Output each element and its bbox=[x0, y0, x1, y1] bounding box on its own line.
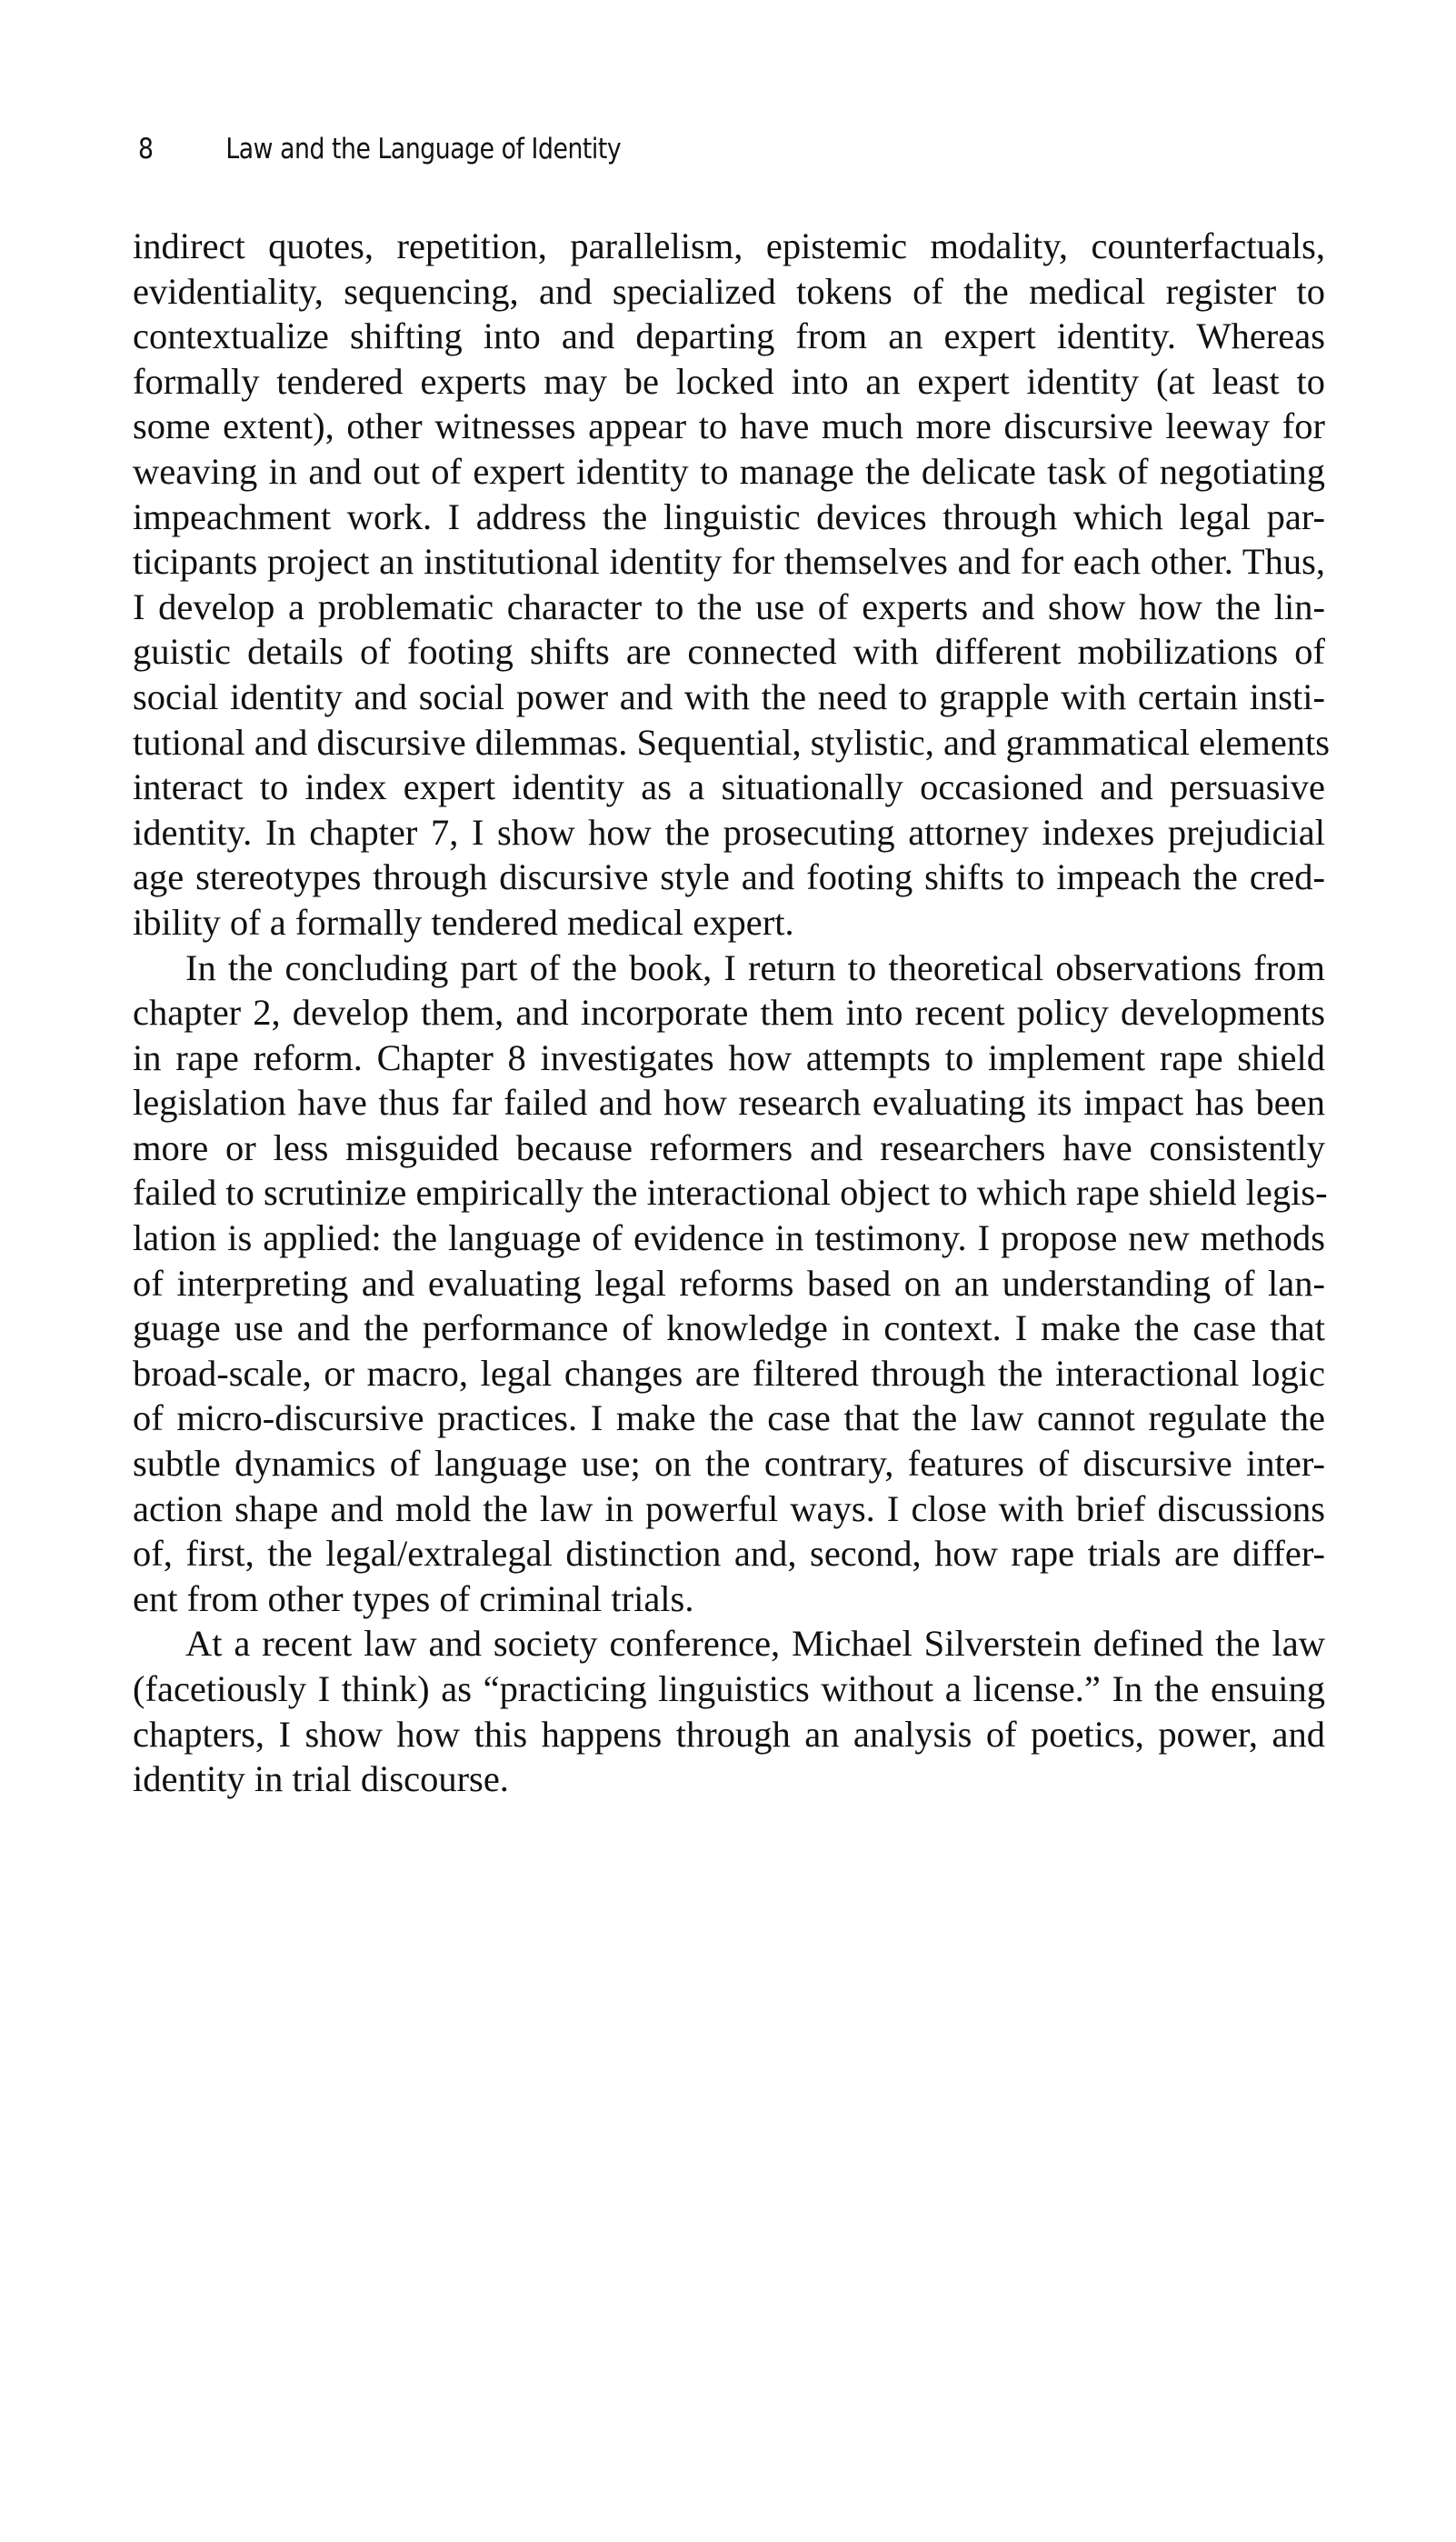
text-line: I develop a problematic character to the use of experts and show how the lin- bbox=[133, 585, 1325, 627]
text-line: At a recent law and society conference, Michael Silverstein defined the law bbox=[185, 1623, 1325, 1665]
body-text bbox=[133, 224, 1331, 1802]
text-line: indirect quotes, repetition, parallelism, epistemic modality, counterfactuals, bbox=[133, 225, 1325, 266]
paragraph bbox=[133, 1621, 1325, 1801]
text-line: social identity and social power and with the need to grapple with certain insti- bbox=[133, 676, 1325, 717]
page-number: 8 bbox=[138, 133, 154, 165]
text-line: formally tendered experts may be locked into an expert identity (at least to bbox=[133, 360, 1325, 402]
text-line: (facetiously I think) as “practicing linguistics without a license.” In the ensuing bbox=[133, 1668, 1325, 1709]
text-line: of micro-discursive practices. I make the case that the law cannot regulate the bbox=[133, 1397, 1325, 1439]
text-line: identity in trial discourse. bbox=[133, 1758, 509, 1800]
text-line: contextualize shifting into and departing from an expert identity. Whereas bbox=[133, 315, 1325, 357]
text-line: ticipants project an institutional identity for themselves and for each other. Thus, bbox=[133, 541, 1325, 583]
text-line: broad-scale, or macro, legal changes are filtered through the interactional logic bbox=[133, 1352, 1325, 1394]
text-line: lation is applied: the language of evidence in testimony. I propose new methods bbox=[133, 1217, 1325, 1259]
text-line: weaving in and out of expert identity to manage the delicate task of negotiating bbox=[133, 450, 1325, 492]
text-line: tutional and discursive dilemmas. Sequential, stylistic, and grammatical elements bbox=[133, 721, 1331, 763]
text-line: identity. In chapter 7, I show how the prosecuting attorney indexes prejudicial bbox=[133, 811, 1325, 853]
text-line: of, first, the legal/extralegal distinction and, second, how rape trials are differ- bbox=[133, 1533, 1325, 1575]
text-line: guistic details of footing shifts are connected with different mobilizations of bbox=[133, 631, 1325, 673]
paragraph bbox=[133, 946, 1328, 1622]
text-line: ibility of a formally tendered medical expert. bbox=[133, 901, 794, 943]
text-line: guage use and the performance of knowledge in context. I make the case that bbox=[133, 1307, 1325, 1349]
paragraph bbox=[133, 224, 1331, 946]
running-head-title: Law and the Language of Identity bbox=[225, 133, 622, 165]
text-line: chapter 2, develop them, and incorporate them into recent policy developments bbox=[133, 992, 1325, 1034]
text-line: In the concluding part of the book, I return to theoretical observations from bbox=[185, 946, 1325, 988]
text-line: some extent), other witnesses appear to have much more discursive leeway for bbox=[133, 405, 1325, 447]
text-line: interact to index expert identity as a situationally occasioned and persuasive bbox=[133, 766, 1325, 808]
text-line: legislation have thus far failed and how research evaluating its impact has been bbox=[133, 1082, 1325, 1124]
text-line: subtle dynamics of language use; on the contrary, features of discursive inter- bbox=[133, 1443, 1325, 1485]
text-line: age stereotypes through discursive style and footing shifts to impeach the cred- bbox=[133, 856, 1325, 898]
text-line: more or less misguided because reformers and researchers have consistently bbox=[133, 1126, 1325, 1168]
text-line: of interpreting and evaluating legal reforms based on an understanding of lan- bbox=[133, 1262, 1325, 1304]
text-line: in rape reform. Chapter 8 investigates how attempts to implement rape shield bbox=[133, 1036, 1325, 1078]
text-line: evidentiality, sequencing, and specialized tokens of the medical register to bbox=[133, 270, 1325, 312]
text-line: action shape and mold the law in powerful ways. I close with brief discussions bbox=[133, 1487, 1325, 1529]
text-line: failed to scrutinize empirically the interactional object to which rape shield legis- bbox=[133, 1172, 1328, 1214]
text-line: chapters, I show how this happens through an analysis of poetics, power, and bbox=[133, 1713, 1325, 1755]
text-line: impeachment work. I address the linguistic devices through which legal par- bbox=[133, 495, 1325, 537]
text-line: ent from other types of criminal trials. bbox=[133, 1577, 694, 1619]
running-head bbox=[138, 129, 621, 169]
